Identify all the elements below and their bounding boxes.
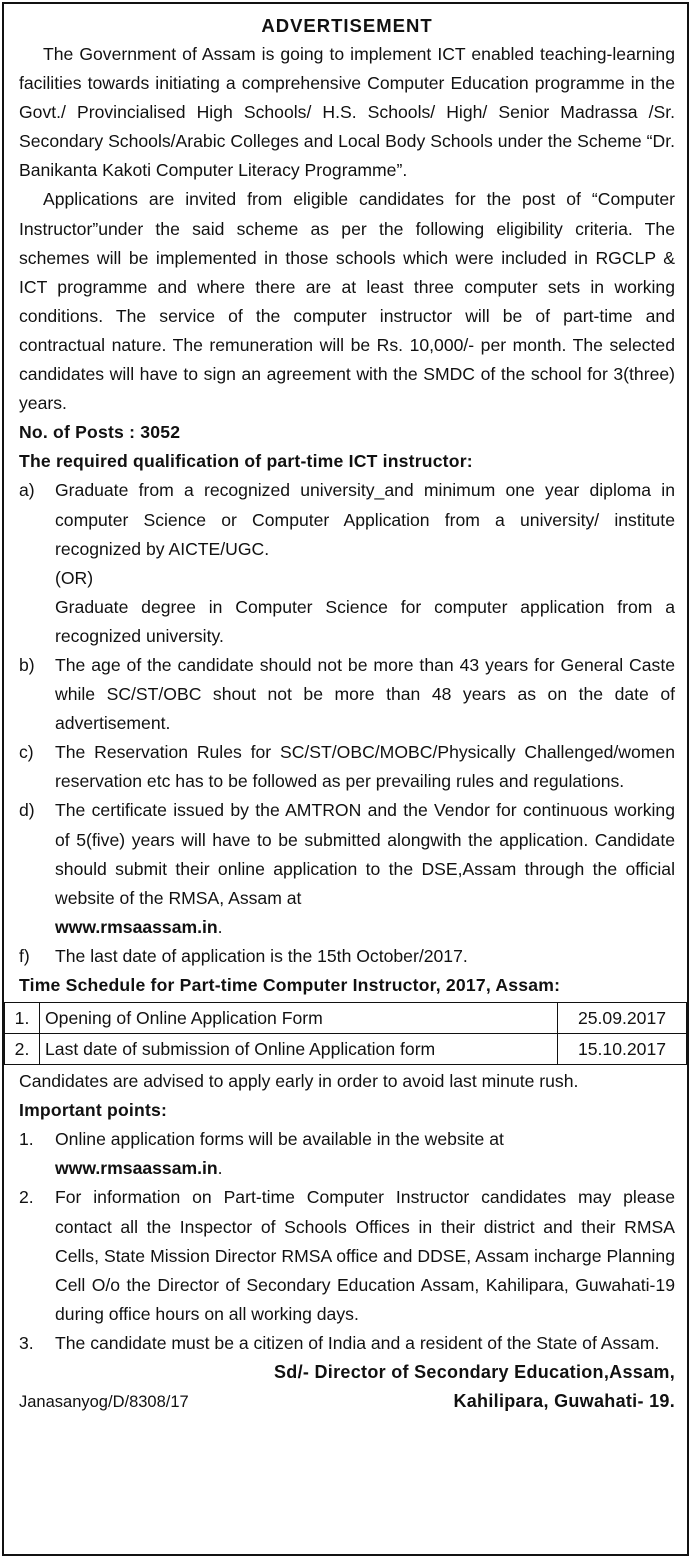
applications-paragraph: Applications are invited from eligible candidates for the post of “Computer Instructor”under the said scheme as per the following eligibility criteria. The schemes will be implemented in those schools which were included in RGCLP & ICT programme and where there are at least three computer sets in working conditions. The service of the computer instructor will be of part-time and contractual nature. The remuneration will be Rs. 10,000/- per month. The selected candidates will have to sign an agreement with the SMDC of the school for 3(three) years. (19, 189, 675, 414)
qualification-c-text: The Reservation Rules for SC/ST/OBC/MOBC/Physically Challenged/women reservation etc has to be followed as per prevailing rules and regulations. (55, 742, 675, 792)
advertisement-page (2, 2, 689, 1556)
intro-paragraph: The Government of Assam is going to implement ICT enabled teaching-learning facilities towards initiating a comprehensive Computer Education programme in the Govt./ Provincialised High Schools/ H.S. Schools/ High/ Senior Madrassa /Sr. Secondary Schools/Arabic Colleges and Local Body Schools under the Scheme “Dr. Banikanta Kakoti Computer Literacy Programme”. (19, 44, 675, 181)
list-item (19, 651, 675, 738)
list-item (19, 942, 675, 971)
list-item (19, 1125, 675, 1183)
list-item (19, 1329, 675, 1358)
schedule-table (4, 1002, 687, 1065)
list-marker: f) (19, 945, 30, 966)
period: . (217, 1158, 223, 1179)
qualification-f-text: The last date of application is the 15th October/2017. (55, 945, 468, 966)
qualification-d-text: The certificate issued by the AMTRON and the Vendor for continuous working of 5(five) years will have to be submitted alongwith the application. Candidate should submit their online application to the DSE,Assam through the official website of the RMSA, Assam at (55, 800, 675, 908)
list-marker: 1. (19, 1129, 34, 1150)
reference-number: Janasanyog/D/8308/17 (19, 1393, 189, 1412)
row-number: 1. (5, 1003, 40, 1034)
list-item (19, 476, 675, 563)
list-item (19, 796, 675, 941)
footer-row (19, 1387, 675, 1417)
row-date: 25.09.2017 (558, 1003, 687, 1034)
important-heading: Important points: (19, 1100, 168, 1121)
important-1-text: Online application forms will be available in the website at (55, 1129, 504, 1150)
signature-line-2: Kahilipara, Guwahati- 19. (453, 1391, 675, 1412)
important-2-text: For information on Part-time Computer Instructor candidates may please contact all the Inspector of Schools Offices in their district and their RMSA Cells, State Mission Director RMSA office and DDSE, Assam incharge Planning Cell O/o the Director of Secondary Education Assam, Kahilipara, Guwahati-19 during office hours on all working days. (55, 1187, 675, 1324)
important-3-text: The candidate must be a citizen of India and a resident of the State of Assam. (55, 1332, 660, 1353)
table-row (5, 1034, 687, 1065)
posts-count: No. of Posts : 3052 (19, 422, 181, 443)
qualification-b-text: The age of the candidate should not be more than 43 years for General Caste while SC/ST/OBC shout not be more than 48 years as on the date of advertisement. (55, 654, 675, 734)
list-marker: c) (19, 742, 34, 763)
list-item (19, 738, 675, 796)
or-text: (OR) (55, 567, 94, 588)
table-row (5, 1003, 687, 1034)
qualification-a-text: Graduate from a recognized university_and minimum one year diploma in computer Science or Computer Application from a university/ institute recognized by AICTE/UGC. (55, 480, 675, 559)
important-list (19, 1125, 675, 1358)
advice-line: Candidates are advised to apply early in order to avoid last minute rush. (19, 1071, 579, 1092)
website-link[interactable]: www.rmsaassam.in (55, 1158, 218, 1179)
row-event: Last date of submission of Online Application form (40, 1034, 558, 1065)
list-marker: d) (19, 800, 35, 821)
schedule-heading: Time Schedule for Part-time Computer Instructor, 2017, Assam: (19, 975, 561, 995)
website-link[interactable]: www.rmsaassam.in (55, 916, 218, 937)
list-item (19, 1183, 675, 1328)
list-marker: b) (19, 654, 35, 675)
or-separator (19, 564, 675, 593)
list-marker: 3. (19, 1332, 34, 1353)
list-marker: 2. (19, 1187, 34, 1208)
page-title: ADVERTISEMENT (261, 15, 433, 36)
list-marker: a) (19, 480, 35, 501)
period: . (217, 916, 223, 937)
row-number: 2. (5, 1034, 40, 1065)
row-date: 15.10.2017 (558, 1034, 687, 1065)
qualification-a-alt-text: Graduate degree in Computer Science for computer application from a recognized university. (55, 596, 675, 646)
signature-line-1: Sd/- Director of Secondary Education,Assam, (274, 1362, 675, 1383)
qualification-heading: The required qualification of part-time ICT instructor: (19, 451, 473, 472)
qualification-list (19, 476, 675, 971)
list-item (19, 593, 675, 651)
row-event: Opening of Online Application Form (40, 1003, 558, 1034)
